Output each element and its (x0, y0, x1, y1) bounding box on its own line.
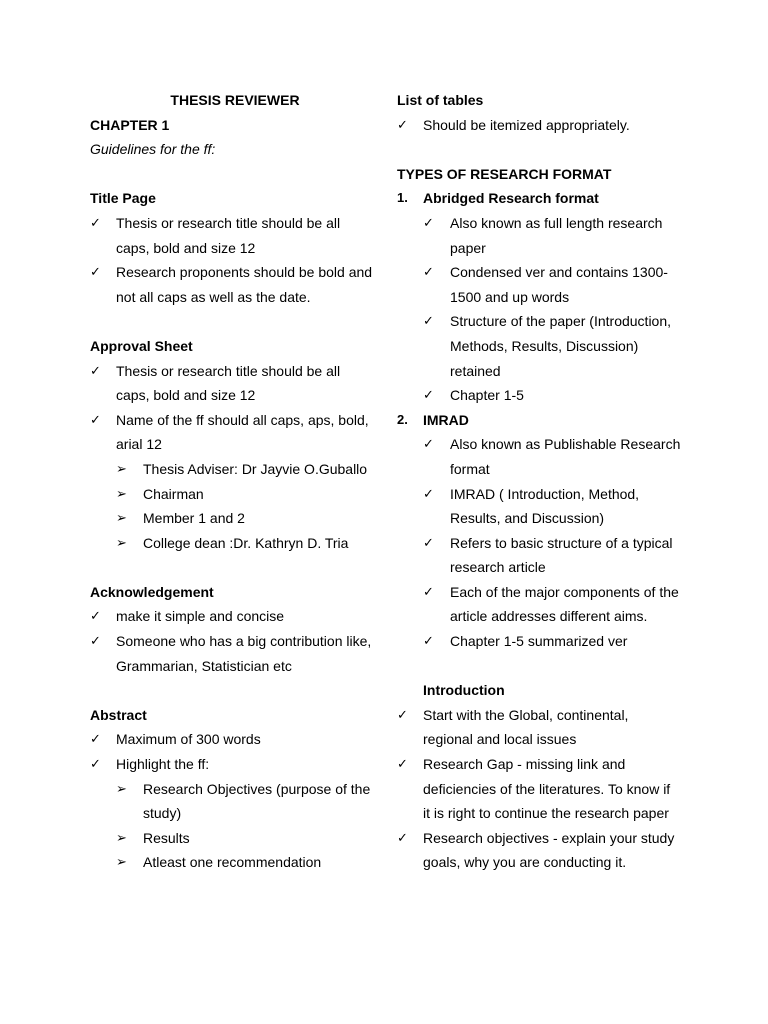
list-item: ✓ Start with the Global, continental, regional and local issues (397, 703, 697, 752)
arrow-bullet-icon: ➢ (116, 854, 127, 870)
check-icon: ✓ (423, 313, 434, 329)
list-item: ✓ Research Gap - missing link and deficiencies of the literatures. To know if it is right to continue the research paper (397, 752, 697, 826)
check-icon: ✓ (90, 756, 101, 772)
sub-list-item: ➢ College dean :Dr. Kathryn D. Tria (90, 531, 380, 556)
check-icon: ✓ (397, 756, 408, 772)
check-icon: ✓ (423, 583, 434, 599)
section-heading-approval-sheet: Approval Sheet (90, 337, 193, 354)
format-number: 1. (397, 190, 408, 206)
check-icon: ✓ (423, 436, 434, 452)
sub-list-item: ➢ Thesis Adviser: Dr Jayvie O.Guballo (90, 457, 380, 482)
section-heading-list-of-tables: List of tables (397, 92, 484, 108)
list-item: ✓ Research proponents should be bold and not all caps as well as the date. (90, 260, 380, 309)
list-item: ✓ Each of the major components of the article addresses different aims. (397, 580, 697, 629)
list-item: ✓ Research objectives - explain your study goals, why you are conducting it. (397, 826, 697, 875)
check-icon: ✓ (90, 731, 101, 747)
section-heading-acknowledgement: Acknowledgement (90, 583, 214, 600)
list-item: ✓ IMRAD ( Introduction, Method, Results, and Discussion) (397, 482, 697, 531)
arrow-bullet-icon: ➢ (116, 510, 127, 526)
format-number: 2. (397, 411, 408, 427)
check-icon: ✓ (90, 214, 101, 230)
arrow-bullet-icon: ➢ (116, 485, 127, 501)
check-icon: ✓ (90, 608, 101, 624)
list-item: ✓ Highlight the ff: (90, 752, 380, 777)
list-item: ✓ Also known as Publishable Research format (397, 432, 697, 481)
list-item: ✓ Also known as full length research paper (397, 211, 697, 260)
check-icon: ✓ (397, 829, 408, 845)
list-item: ✓ Chapter 1-5 (397, 383, 697, 408)
section-heading-introduction: Introduction (423, 682, 505, 699)
list-item: ✓ Name of the ff should all caps, aps, bold, arial 12 (90, 408, 380, 457)
check-icon: ✓ (423, 633, 434, 649)
sub-list-item: ➢ Research Objectives (purpose of the study) (90, 777, 380, 826)
check-icon: ✓ (423, 534, 434, 550)
guidelines-note: Guidelines for the ff: (90, 141, 216, 158)
section-heading-title-page: Title Page (90, 190, 156, 207)
list-item: ✓ Condensed ver and contains 1300- 1500 and up words (397, 260, 697, 309)
list-item: ✓ Structure of the paper (Introduction, Methods, Results, Discussion) retained (397, 309, 697, 383)
check-icon: ✓ (397, 116, 408, 132)
types-of-research-heading: TYPES OF RESEARCH FORMAT (397, 165, 612, 182)
sub-list-item: ➢ Atleast one recommendation (90, 850, 380, 875)
list-item: ✓ Chapter 1-5 summarized ver (397, 629, 697, 654)
section-heading-abstract: Abstract (90, 706, 147, 723)
check-icon: ✓ (423, 485, 434, 501)
sub-list-item: ➢ Results (90, 826, 380, 851)
document-title: THESIS REVIEWER (170, 92, 300, 108)
check-icon: ✓ (423, 387, 434, 403)
check-icon: ✓ (90, 411, 101, 427)
list-item: ✓ Someone who has a big contribution like, Grammarian, Statistician etc (90, 629, 380, 678)
format-heading: 1. Abridged Research format (397, 186, 697, 211)
list-item: ✓ Thesis or research title should be all caps, bold and size 12 (90, 359, 380, 408)
check-icon: ✓ (397, 706, 408, 722)
check-icon: ✓ (90, 362, 101, 378)
list-item: ✓ Maximum of 300 words (90, 727, 380, 752)
arrow-bullet-icon: ➢ (116, 829, 127, 845)
sub-list-item: ➢ Member 1 and 2 (90, 506, 380, 531)
check-icon: ✓ (423, 264, 434, 280)
arrow-bullet-icon: ➢ (116, 460, 127, 476)
list-item: ✓ Refers to basic structure of a typical research article (397, 531, 697, 580)
arrow-bullet-icon: ➢ (116, 534, 127, 550)
right-column (397, 88, 697, 875)
list-item: ✓ make it simple and concise (90, 604, 380, 629)
check-icon: ✓ (423, 214, 434, 230)
list-item: ✓ Thesis or research title should be all caps, bold and size 12 (90, 211, 380, 260)
check-icon: ✓ (90, 264, 101, 280)
check-icon: ✓ (90, 633, 101, 649)
arrow-bullet-icon: ➢ (116, 780, 127, 796)
list-item: ✓ Should be itemized appropriately. (397, 113, 697, 138)
chapter-heading: CHAPTER 1 (90, 116, 170, 133)
sub-list-item: ➢ Chairman (90, 482, 380, 507)
left-column (90, 88, 380, 875)
format-heading: 2. IMRAD (397, 408, 697, 433)
